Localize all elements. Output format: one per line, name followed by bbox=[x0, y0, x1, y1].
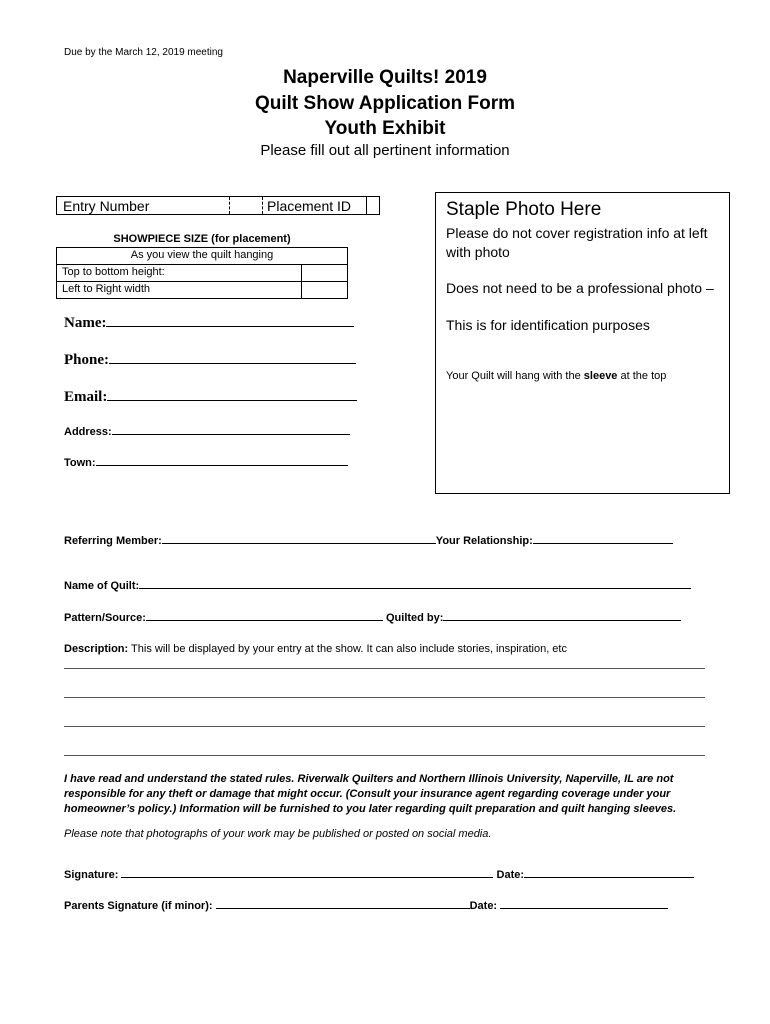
divider bbox=[229, 197, 230, 214]
name-field bbox=[64, 315, 354, 332]
divider bbox=[366, 197, 367, 214]
relationship-label: Your Relationship: bbox=[435, 535, 533, 547]
date-label: Date: bbox=[469, 900, 498, 912]
referring-member-row bbox=[64, 535, 673, 547]
quilt-name-row bbox=[64, 580, 691, 592]
table-row bbox=[57, 264, 347, 281]
description-line[interactable] bbox=[64, 668, 705, 669]
photo-instruction: Does not need to be a professional photo – bbox=[446, 280, 714, 296]
name-input[interactable] bbox=[106, 325, 354, 327]
width-label: Left to Right width bbox=[62, 283, 151, 295]
height-label: Top to bottom height: bbox=[62, 266, 165, 278]
quilted-by-label: Quilted by: bbox=[385, 612, 444, 624]
placement-id-label: Placement ID bbox=[267, 198, 352, 214]
referring-member-input[interactable] bbox=[162, 542, 436, 544]
quilt-name-label: Name of Quilt: bbox=[64, 580, 140, 592]
description-line[interactable] bbox=[64, 755, 705, 756]
photo-area bbox=[435, 192, 730, 494]
parents-signature-row bbox=[64, 900, 668, 912]
form-subtitle: Quilt Show Application Form bbox=[254, 93, 515, 114]
photo-instruction: Please do not cover registration info at left with photo bbox=[446, 225, 708, 260]
description-row bbox=[64, 643, 567, 655]
photo-publish-note: Please note that photographs of your work may be published or posted on social media. bbox=[64, 828, 492, 840]
instructions: Please fill out all pertinent information bbox=[260, 142, 510, 159]
parents-signature-input[interactable] bbox=[216, 907, 470, 909]
quilt-name-input[interactable] bbox=[139, 587, 691, 589]
pattern-label: Pattern/Source: bbox=[64, 612, 146, 624]
description-line[interactable] bbox=[64, 726, 705, 727]
phone-label: Phone: bbox=[64, 352, 109, 368]
referring-member-label: Referring Member: bbox=[64, 535, 162, 547]
town-input[interactable] bbox=[96, 464, 348, 466]
table-row bbox=[57, 248, 347, 264]
entry-placement-box bbox=[56, 196, 380, 215]
email-field bbox=[64, 389, 357, 406]
disclaimer: I have read and understand the stated rules. Riverwalk Quilters and Northern Illinois University, Naperville, IL are not responsible for any theft or damage that might occur. (Consult your insurance agent regarding coverage under your homeowner’s policy.) Information will be furnished to you later regarding quilt preparation and quilt hanging sleeves. bbox=[64, 773, 677, 815]
quilted-by-input[interactable] bbox=[443, 619, 681, 621]
sleeve-note: Your Quilt will hang with the sleeve at the top bbox=[446, 370, 667, 382]
name-label: Name: bbox=[64, 315, 107, 331]
relationship-input[interactable] bbox=[533, 542, 673, 544]
parents-signature-label: Parents Signature (if minor): bbox=[64, 900, 213, 912]
due-date-note: Due by the March 12, 2019 meeting bbox=[64, 47, 223, 58]
address-label: Address: bbox=[64, 426, 112, 438]
form-title: Naperville Quilts! 2019 bbox=[283, 67, 487, 88]
description-line[interactable] bbox=[64, 697, 705, 698]
photo-instruction: This is for identification purposes bbox=[446, 317, 650, 333]
phone-input[interactable] bbox=[109, 362, 356, 364]
table-row bbox=[57, 281, 347, 298]
divider bbox=[262, 197, 263, 214]
signature-row bbox=[64, 869, 694, 881]
pattern-row bbox=[64, 612, 681, 624]
town-field bbox=[64, 457, 348, 469]
exhibit-title: Youth Exhibit bbox=[324, 118, 446, 139]
address-field bbox=[64, 426, 350, 438]
address-input[interactable] bbox=[112, 433, 350, 435]
description-hint: This will be displayed by your entry at the show. It can also include stories, inspiration, etc bbox=[128, 643, 567, 655]
height-input[interactable] bbox=[301, 265, 348, 281]
email-label: Email: bbox=[64, 389, 108, 405]
date-input[interactable] bbox=[524, 876, 694, 878]
date-label: Date: bbox=[496, 869, 525, 881]
description-label: Description: bbox=[64, 643, 129, 655]
phone-field bbox=[64, 352, 356, 369]
signature-label: Signature: bbox=[64, 869, 119, 881]
entry-number-label: Entry Number bbox=[63, 198, 150, 214]
town-label: Town: bbox=[64, 457, 96, 469]
photo-title: Staple Photo Here bbox=[446, 199, 602, 220]
signature-input[interactable] bbox=[121, 876, 493, 878]
caption: As you view the quilt hanging bbox=[130, 249, 274, 261]
pattern-input[interactable] bbox=[146, 619, 383, 621]
email-input[interactable] bbox=[107, 399, 357, 401]
parents-date-input[interactable] bbox=[500, 907, 668, 909]
width-input[interactable] bbox=[301, 282, 348, 298]
showpiece-size-table bbox=[56, 247, 348, 299]
showpiece-size-title: SHOWPIECE SIZE (for placement) bbox=[113, 233, 291, 245]
